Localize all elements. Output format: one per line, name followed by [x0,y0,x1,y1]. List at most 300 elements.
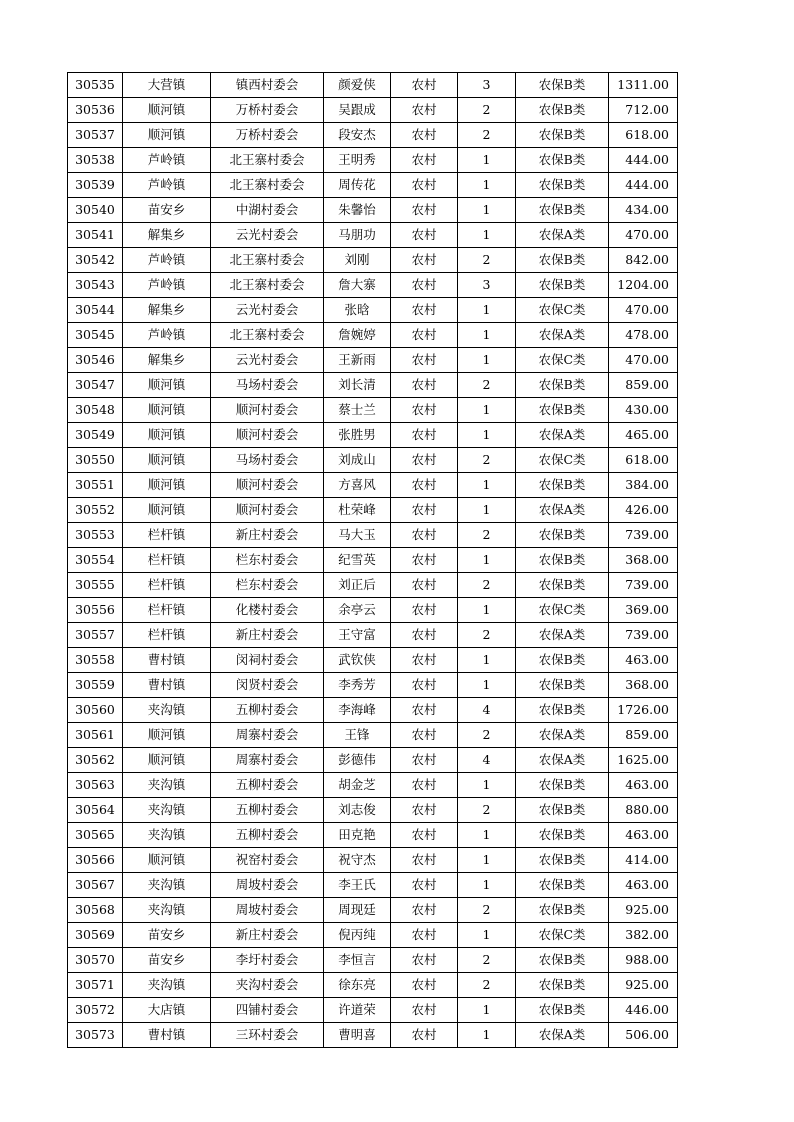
town-cell: 栏杆镇 [123,523,211,548]
area-type-cell: 农村 [391,248,458,273]
insurance-class-cell: 农保B类 [516,773,609,798]
area-type-cell: 农村 [391,498,458,523]
id-cell: 30541 [68,223,123,248]
id-cell: 30538 [68,148,123,173]
id-cell: 30565 [68,823,123,848]
table-row [68,473,678,498]
amount-cell: 1726.00 [609,698,678,723]
amount-cell: 988.00 [609,948,678,973]
name-cell: 颜爱侠 [324,73,391,98]
town-cell: 大营镇 [123,73,211,98]
id-cell: 30559 [68,673,123,698]
town-cell: 芦岭镇 [123,323,211,348]
people-count-cell: 1 [458,423,516,448]
name-cell: 余亭云 [324,598,391,623]
people-count-cell: 4 [458,698,516,723]
area-type-cell: 农村 [391,673,458,698]
village-cell: 万桥村委会 [211,98,324,123]
people-count-cell: 1 [458,473,516,498]
name-cell: 刘志俊 [324,798,391,823]
village-cell: 北王寨村委会 [211,273,324,298]
table-row [68,623,678,648]
people-count-cell: 2 [458,798,516,823]
village-cell: 五柳村委会 [211,798,324,823]
amount-cell: 1204.00 [609,273,678,298]
village-cell: 云光村委会 [211,298,324,323]
area-type-cell: 农村 [391,823,458,848]
table-row [68,1023,678,1048]
people-count-cell: 1 [458,648,516,673]
insurance-class-cell: 农保B类 [516,398,609,423]
amount-cell: 506.00 [609,1023,678,1048]
area-type-cell: 农村 [391,448,458,473]
name-cell: 刘成山 [324,448,391,473]
name-cell: 胡金芝 [324,773,391,798]
insurance-class-cell: 农保B类 [516,273,609,298]
village-cell: 周坡村委会 [211,898,324,923]
town-cell: 夹沟镇 [123,773,211,798]
people-count-cell: 1 [458,823,516,848]
insurance-class-cell: 农保C类 [516,598,609,623]
people-count-cell: 3 [458,273,516,298]
people-count-cell: 2 [458,373,516,398]
amount-cell: 444.00 [609,173,678,198]
town-cell: 顺河镇 [123,448,211,473]
name-cell: 杜荣峰 [324,498,391,523]
table-row [68,973,678,998]
town-cell: 栏杆镇 [123,548,211,573]
people-count-cell: 2 [458,948,516,973]
id-cell: 30556 [68,598,123,623]
people-count-cell: 2 [458,573,516,598]
table-row [68,648,678,673]
amount-cell: 859.00 [609,723,678,748]
table-row [68,123,678,148]
people-count-cell: 2 [458,123,516,148]
town-cell: 曹村镇 [123,673,211,698]
people-count-cell: 1 [458,298,516,323]
table-row [68,998,678,1023]
village-cell: 新庄村委会 [211,523,324,548]
insurance-class-cell: 农保A类 [516,498,609,523]
amount-cell: 463.00 [609,823,678,848]
insurance-class-cell: 农保B类 [516,523,609,548]
town-cell: 顺河镇 [123,748,211,773]
people-count-cell: 1 [458,998,516,1023]
people-count-cell: 1 [458,198,516,223]
amount-cell: 463.00 [609,648,678,673]
insurance-class-cell: 农保B类 [516,548,609,573]
name-cell: 方喜风 [324,473,391,498]
amount-cell: 446.00 [609,998,678,1023]
table-row [68,398,678,423]
area-type-cell: 农村 [391,798,458,823]
id-cell: 30554 [68,548,123,573]
town-cell: 夹沟镇 [123,898,211,923]
people-count-cell: 2 [458,973,516,998]
name-cell: 李王氏 [324,873,391,898]
name-cell: 李恒言 [324,948,391,973]
table-row [68,598,678,623]
town-cell: 顺河镇 [123,123,211,148]
insurance-class-cell: 农保C类 [516,923,609,948]
town-cell: 苗安乡 [123,198,211,223]
insurance-class-cell: 农保B类 [516,148,609,173]
area-type-cell: 农村 [391,923,458,948]
area-type-cell: 农村 [391,398,458,423]
name-cell: 徐东亮 [324,973,391,998]
people-count-cell: 1 [458,673,516,698]
name-cell: 吴跟成 [324,98,391,123]
amount-cell: 426.00 [609,498,678,523]
town-cell: 顺河镇 [123,423,211,448]
name-cell: 田克艳 [324,823,391,848]
id-cell: 30557 [68,623,123,648]
amount-cell: 382.00 [609,923,678,948]
id-cell: 30540 [68,198,123,223]
insurance-class-cell: 农保B类 [516,198,609,223]
village-cell: 新庄村委会 [211,923,324,948]
insurance-class-cell: 农保A类 [516,623,609,648]
name-cell: 刘正后 [324,573,391,598]
village-cell: 云光村委会 [211,348,324,373]
id-cell: 30535 [68,73,123,98]
town-cell: 芦岭镇 [123,173,211,198]
area-type-cell: 农村 [391,323,458,348]
table-row [68,873,678,898]
id-cell: 30550 [68,448,123,473]
area-type-cell: 农村 [391,648,458,673]
village-cell: 五柳村委会 [211,698,324,723]
town-cell: 夹沟镇 [123,873,211,898]
id-cell: 30545 [68,323,123,348]
table-row [68,548,678,573]
area-type-cell: 农村 [391,198,458,223]
town-cell: 顺河镇 [123,98,211,123]
village-cell: 北王寨村委会 [211,323,324,348]
village-cell: 云光村委会 [211,223,324,248]
people-count-cell: 1 [458,848,516,873]
amount-cell: 465.00 [609,423,678,448]
village-cell: 闵祠村委会 [211,648,324,673]
table-body [68,73,678,1048]
table-row [68,323,678,348]
id-cell: 30544 [68,298,123,323]
name-cell: 周现廷 [324,898,391,923]
people-count-cell: 1 [458,548,516,573]
name-cell: 刘刚 [324,248,391,273]
people-count-cell: 2 [458,448,516,473]
table-row [68,498,678,523]
table-row [68,448,678,473]
town-cell: 顺河镇 [123,473,211,498]
insurance-class-cell: 农保B类 [516,173,609,198]
people-count-cell: 3 [458,73,516,98]
insurance-class-cell: 农保A类 [516,323,609,348]
name-cell: 马朋功 [324,223,391,248]
name-cell: 朱馨怡 [324,198,391,223]
town-cell: 芦岭镇 [123,248,211,273]
town-cell: 夹沟镇 [123,823,211,848]
insurance-class-cell: 农保A类 [516,1023,609,1048]
people-count-cell: 2 [458,623,516,648]
amount-cell: 470.00 [609,298,678,323]
id-cell: 30548 [68,398,123,423]
insurance-class-cell: 农保A类 [516,223,609,248]
village-cell: 万桥村委会 [211,123,324,148]
village-cell: 五柳村委会 [211,823,324,848]
area-type-cell: 农村 [391,423,458,448]
name-cell: 周传花 [324,173,391,198]
amount-cell: 384.00 [609,473,678,498]
id-cell: 30566 [68,848,123,873]
name-cell: 许道荣 [324,998,391,1023]
people-count-cell: 2 [458,248,516,273]
town-cell: 栏杆镇 [123,573,211,598]
area-type-cell: 农村 [391,998,458,1023]
amount-cell: 463.00 [609,873,678,898]
table-row [68,948,678,973]
table-row [68,348,678,373]
id-cell: 30573 [68,1023,123,1048]
town-cell: 顺河镇 [123,373,211,398]
insurance-class-cell: 农保C类 [516,448,609,473]
table-row [68,573,678,598]
village-cell: 顺河村委会 [211,423,324,448]
amount-cell: 618.00 [609,448,678,473]
area-type-cell: 农村 [391,98,458,123]
village-cell: 周寨村委会 [211,723,324,748]
name-cell: 倪丙纯 [324,923,391,948]
town-cell: 苗安乡 [123,923,211,948]
amount-cell: 1311.00 [609,73,678,98]
id-cell: 30570 [68,948,123,973]
town-cell: 芦岭镇 [123,273,211,298]
id-cell: 30547 [68,373,123,398]
amount-cell: 414.00 [609,848,678,873]
insurance-class-cell: 农保B类 [516,948,609,973]
people-count-cell: 1 [458,348,516,373]
id-cell: 30563 [68,773,123,798]
town-cell: 苗安乡 [123,948,211,973]
amount-cell: 925.00 [609,898,678,923]
name-cell: 张胜男 [324,423,391,448]
village-cell: 夹沟村委会 [211,973,324,998]
people-count-cell: 1 [458,498,516,523]
area-type-cell: 农村 [391,973,458,998]
village-cell: 顺河村委会 [211,473,324,498]
table-row [68,73,678,98]
village-cell: 李圩村委会 [211,948,324,973]
id-cell: 30546 [68,348,123,373]
town-cell: 夹沟镇 [123,973,211,998]
insurance-class-cell: 农保B类 [516,998,609,1023]
id-cell: 30569 [68,923,123,948]
insurance-class-cell: 农保A类 [516,723,609,748]
id-cell: 30555 [68,573,123,598]
insurance-class-cell: 农保A类 [516,423,609,448]
amount-cell: 859.00 [609,373,678,398]
area-type-cell: 农村 [391,473,458,498]
area-type-cell: 农村 [391,148,458,173]
insurance-class-cell: 农保B类 [516,898,609,923]
village-cell: 闵贤村委会 [211,673,324,698]
insurance-class-cell: 农保B类 [516,373,609,398]
village-cell: 祝窑村委会 [211,848,324,873]
table-row [68,823,678,848]
area-type-cell: 农村 [391,273,458,298]
name-cell: 詹大寨 [324,273,391,298]
village-cell: 北王寨村委会 [211,248,324,273]
table-row [68,273,678,298]
name-cell: 张晗 [324,298,391,323]
town-cell: 大店镇 [123,998,211,1023]
name-cell: 纪雪英 [324,548,391,573]
village-cell: 中湖村委会 [211,198,324,223]
village-cell: 周寨村委会 [211,748,324,773]
insurance-class-cell: 农保C类 [516,348,609,373]
amount-cell: 925.00 [609,973,678,998]
town-cell: 解集乡 [123,298,211,323]
amount-cell: 618.00 [609,123,678,148]
id-cell: 30539 [68,173,123,198]
name-cell: 李秀芳 [324,673,391,698]
id-cell: 30572 [68,998,123,1023]
name-cell: 刘长清 [324,373,391,398]
area-type-cell: 农村 [391,123,458,148]
id-cell: 30561 [68,723,123,748]
people-count-cell: 1 [458,923,516,948]
area-type-cell: 农村 [391,298,458,323]
town-cell: 夹沟镇 [123,798,211,823]
people-count-cell: 1 [458,773,516,798]
village-cell: 北王寨村委会 [211,148,324,173]
table-row [68,698,678,723]
people-count-cell: 2 [458,523,516,548]
town-cell: 顺河镇 [123,498,211,523]
village-cell: 化楼村委会 [211,598,324,623]
insurance-class-cell: 农保B类 [516,848,609,873]
area-type-cell: 农村 [391,348,458,373]
insurance-class-cell: 农保B类 [516,973,609,998]
amount-cell: 712.00 [609,98,678,123]
amount-cell: 368.00 [609,673,678,698]
id-cell: 30543 [68,273,123,298]
amount-cell: 463.00 [609,773,678,798]
insurance-class-cell: 农保B类 [516,673,609,698]
area-type-cell: 农村 [391,573,458,598]
name-cell: 曹明喜 [324,1023,391,1048]
area-type-cell: 农村 [391,523,458,548]
id-cell: 30542 [68,248,123,273]
name-cell: 段安杰 [324,123,391,148]
table-row [68,298,678,323]
table-row [68,173,678,198]
area-type-cell: 农村 [391,723,458,748]
insurance-class-cell: 农保B类 [516,873,609,898]
area-type-cell: 农村 [391,948,458,973]
insurance-class-cell: 农保B类 [516,798,609,823]
area-type-cell: 农村 [391,848,458,873]
name-cell: 彭德伟 [324,748,391,773]
town-cell: 解集乡 [123,348,211,373]
area-type-cell: 农村 [391,898,458,923]
insurance-class-cell: 农保B类 [516,648,609,673]
area-type-cell: 农村 [391,623,458,648]
amount-cell: 739.00 [609,523,678,548]
town-cell: 曹村镇 [123,648,211,673]
town-cell: 夹沟镇 [123,698,211,723]
insurance-class-cell: 农保B类 [516,73,609,98]
amount-cell: 430.00 [609,398,678,423]
people-count-cell: 1 [458,223,516,248]
table-row [68,773,678,798]
table-row [68,223,678,248]
table-row [68,923,678,948]
area-type-cell: 农村 [391,773,458,798]
village-cell: 栏东村委会 [211,573,324,598]
town-cell: 顺河镇 [123,398,211,423]
people-count-cell: 4 [458,748,516,773]
amount-cell: 368.00 [609,548,678,573]
village-cell: 四铺村委会 [211,998,324,1023]
insurance-class-cell: 农保B类 [516,473,609,498]
id-cell: 30536 [68,98,123,123]
name-cell: 李海峰 [324,698,391,723]
insurance-class-cell: 农保B类 [516,123,609,148]
id-cell: 30553 [68,523,123,548]
area-type-cell: 农村 [391,698,458,723]
town-cell: 栏杆镇 [123,598,211,623]
town-cell: 芦岭镇 [123,148,211,173]
people-count-cell: 2 [458,898,516,923]
village-cell: 周坡村委会 [211,873,324,898]
id-cell: 30562 [68,748,123,773]
people-count-cell: 2 [458,723,516,748]
village-cell: 顺河村委会 [211,498,324,523]
people-count-cell: 1 [458,323,516,348]
village-cell: 顺河村委会 [211,398,324,423]
insurance-class-cell: 农保B类 [516,573,609,598]
id-cell: 30549 [68,423,123,448]
amount-cell: 739.00 [609,623,678,648]
village-cell: 北王寨村委会 [211,173,324,198]
table-row [68,848,678,873]
table-row [68,248,678,273]
name-cell: 蔡士兰 [324,398,391,423]
village-cell: 马场村委会 [211,448,324,473]
id-cell: 30571 [68,973,123,998]
people-count-cell: 1 [458,873,516,898]
id-cell: 30567 [68,873,123,898]
name-cell: 马大玉 [324,523,391,548]
amount-cell: 478.00 [609,323,678,348]
amount-cell: 369.00 [609,598,678,623]
name-cell: 王锋 [324,723,391,748]
table-row [68,198,678,223]
area-type-cell: 农村 [391,748,458,773]
table-row [68,798,678,823]
area-type-cell: 农村 [391,173,458,198]
village-cell: 栏东村委会 [211,548,324,573]
insurance-class-cell: 农保B类 [516,98,609,123]
name-cell: 祝守杰 [324,848,391,873]
insurance-class-cell: 农保A类 [516,748,609,773]
amount-cell: 470.00 [609,348,678,373]
table-row [68,373,678,398]
town-cell: 解集乡 [123,223,211,248]
table-row [68,148,678,173]
